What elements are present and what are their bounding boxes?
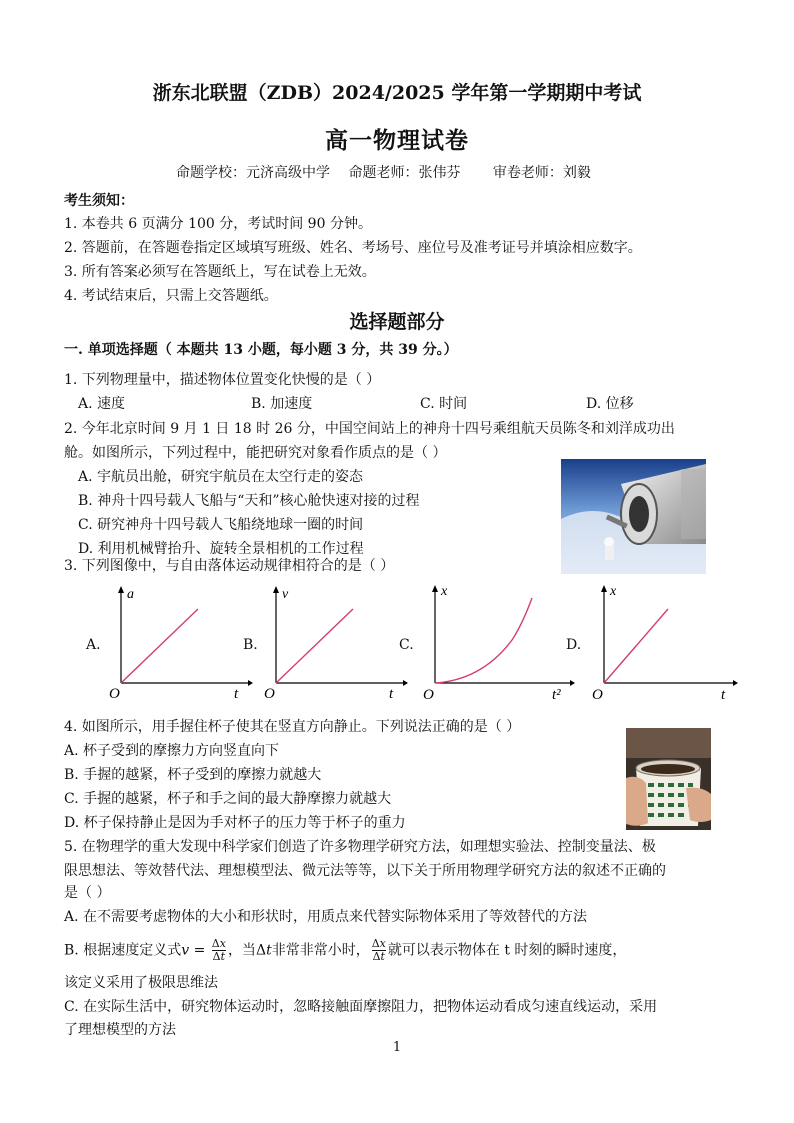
graph-c-xlabel: t² (552, 687, 561, 702)
reviewer: 审卷老师：刘毅 (492, 165, 591, 181)
q2-option-c: C. 研究神舟十四号载人飞船绕地球一圈的时间 (78, 517, 364, 533)
q5-option-a: A. 在不需要考虑物体的大小和形状时，用质点来代替实际物体采用了等效替代的方法 (64, 909, 588, 925)
author-line (176, 162, 605, 182)
q4-option-d: D. 杯子保持静止是因为手对杯子的压力等于杯子的重力 (64, 815, 406, 831)
q2-option-b: B. 神舟十四号载人飞船与“天和”核心舱快速对接的过程 (78, 493, 420, 509)
velocity-fraction: $\frac{\Delta x}{\Delta t}$ (211, 937, 226, 963)
notice-item: 2. 答题前，在答题卷指定区域填写班级、姓名、考场号、座位号及准考证号并填涂相应数字。 (64, 240, 642, 256)
graph-d (591, 580, 741, 702)
q4-option-c: C. 手握的越紧，杯子和手之间的最大静摩擦力就越大 (64, 791, 392, 807)
author: 命题老师：张伟芬 (348, 165, 461, 181)
q1-option-c: C. 时间 (420, 396, 468, 412)
q1-stem: 1. 下列物理量中，描述物体位置变化快慢的是（ ） (64, 372, 381, 388)
graph-a-ylabel: a (127, 587, 134, 602)
q3-stem: 3. 下列图像中，与自由落体运动规律相符合的是（ ） (64, 558, 395, 574)
q2-stem-line2: 舱。如图所示，下列过程中，能把研究对象看作质点的是（ ） (64, 445, 447, 461)
graph-b-xlabel: t (389, 686, 394, 701)
q5-stem-line2: 限思想法、等效替代法、理想模型法、微元法等等，以下关于所用物理学研究方法的叙述不正确的 (64, 863, 666, 879)
q1-option-d: D. 位移 (586, 396, 634, 412)
q4-option-b: B. 手握的越紧，杯子受到的摩擦力就越大 (64, 767, 322, 783)
part-title: 一. 单项选择题（ 本题共 13 小题，每小题 3 分，共 39 分。） (64, 342, 458, 358)
graph-c-ylabel: x (441, 584, 448, 599)
q5-option-c-line1: C. 在实际生活中，研究物体运动时，忽略接触面摩擦阻力，把物体运动看成匀速直线运动，采用 (64, 999, 658, 1015)
notice-heading: 考生须知： (64, 193, 134, 209)
notice-item: 4. 考试结束后，只需上交答题纸。 (64, 288, 278, 304)
q2-stem-line1: 2. 今年北京时间 9 月 1 日 18 时 26 分，中国空间站上的神舟十四号乘组航天员陈冬和刘洋成功出 (64, 421, 675, 437)
graph-d-ylabel: x (610, 584, 617, 599)
notice-item: 1. 本卷共 6 页满分 100 分，考试时间 90 分钟。 (64, 216, 372, 232)
q1-option-a: A. 速度 (78, 396, 126, 412)
graph-b (263, 583, 408, 701)
hand-cup-photo (626, 728, 711, 830)
graph-b-origin: O (264, 686, 275, 701)
graph-c-label: C. (399, 637, 414, 653)
q5-option-b-cont: 该定义采用了极限思维法 (64, 975, 218, 991)
q5-option-c-line2: 了理想模型的方法 (64, 1022, 176, 1038)
page-number: 1 (392, 1040, 402, 1055)
graph-c (422, 580, 577, 702)
q5-stem-line1: 5. 在物理学的重大发现中科学家们创造了许多物理学研究方法，如理想实验法、控制变量法、极 (64, 839, 656, 855)
q2-option-a: A. 宇航员出舱，研究宇航员在太空行走的姿态 (78, 469, 364, 485)
q5-option-b-pre: B. 根据速度定义式 (64, 942, 182, 959)
graph-d-label: D. (566, 637, 582, 653)
space-station-photo (561, 459, 706, 574)
paper-subtitle: 高一物理试卷 (325, 127, 469, 154)
graph-a-label: A. (86, 637, 101, 653)
graph-a-origin: O (109, 686, 120, 701)
q5-option-b-mid2: 非常非常小时， (271, 942, 370, 959)
graph-b-label: B. (243, 637, 258, 653)
q4-option-a: A. 杯子受到的摩擦力方向竖直向下 (64, 743, 280, 759)
q5-option-b-mid: ，当 (227, 942, 256, 959)
graph-a-xlabel: t (234, 686, 239, 701)
q4-stem: 4. 如图所示，用手握住杯子使其在竖直方向静止。下列说法正确的是（ ） (64, 719, 521, 735)
exam-title: 浙东北联盟（ZDB）2024/2025 学年第一学期期中考试 (152, 82, 642, 104)
school: 命题学校：元济高级中学 (176, 165, 330, 181)
notice-item: 3. 所有答案必须写在答题纸上，写在试卷上无效。 (64, 264, 376, 280)
graph-c-origin: O (423, 687, 434, 702)
graph-a (108, 583, 253, 701)
q2-option-d: D. 利用机械臂抬升、旋转全景相机的工作过程 (78, 541, 364, 557)
q1-option-b: B. 加速度 (251, 396, 313, 412)
section-title: 选择题部分 (349, 311, 445, 333)
graph-d-origin: O (592, 687, 603, 702)
q5-option-b: B. 根据速度定义式v = $\frac{\Delta x}{\Delta t}$ ，当Δt非常非常小时， $\frac{\Delta x}{\Delta t}$ 就可以表示物体在 t 时刻的瞬时速度， (64, 937, 627, 963)
q5-option-b-post: 就可以表示物体在 t 时刻的瞬时速度， (387, 942, 627, 959)
q5-stem-line3: 是（ ） (64, 885, 111, 901)
graph-b-ylabel: v (282, 587, 289, 602)
graph-d-xlabel: t (721, 687, 726, 702)
ratio-fraction: $\frac{\Delta x}{\Delta t}$ (371, 937, 386, 963)
